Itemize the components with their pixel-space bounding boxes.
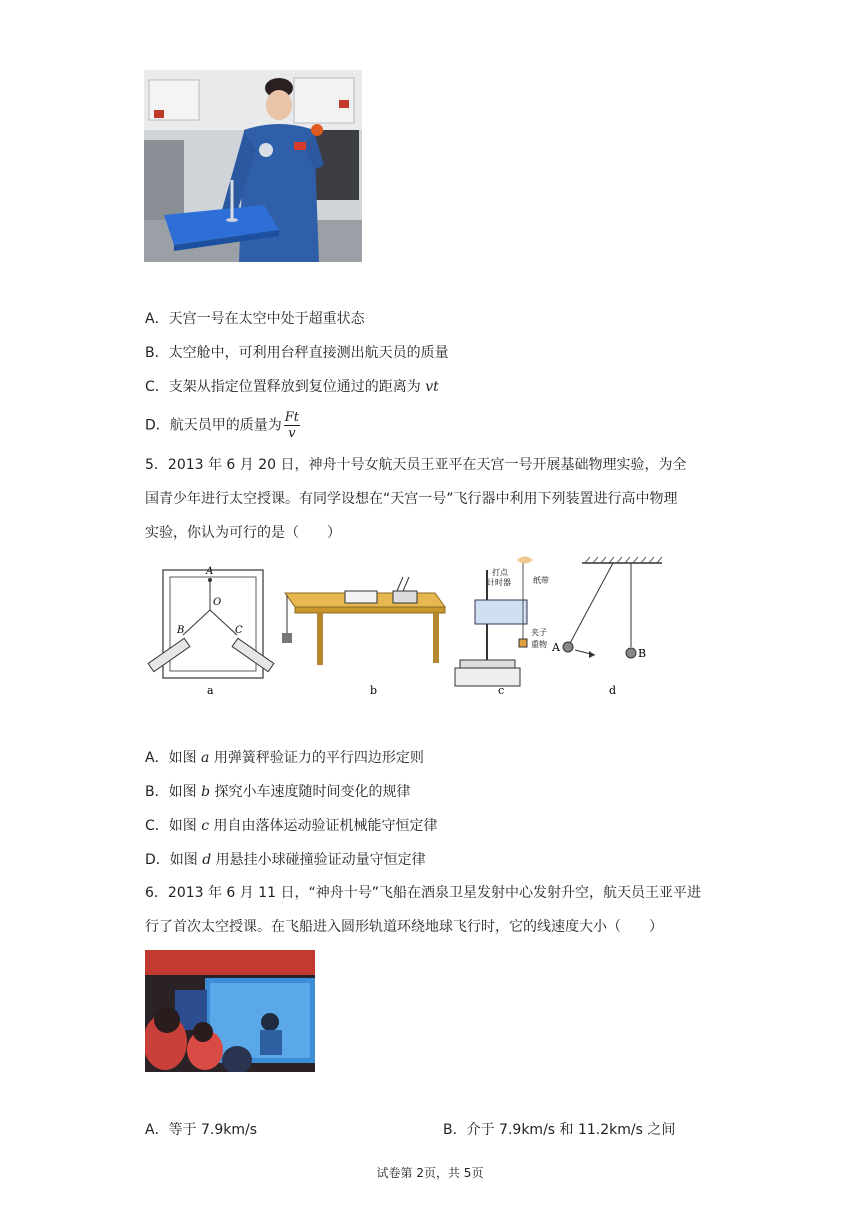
q4-option-b <box>145 343 449 363</box>
label-d-A: A <box>552 641 560 654</box>
caption-b: b <box>370 684 378 697</box>
q6-stem <box>145 876 725 944</box>
fraction-denominator: v <box>288 426 296 441</box>
option-text: 用悬挂小球碰撞验证动量守恒定律 <box>211 852 426 868</box>
astronaut-photo <box>144 70 362 262</box>
option-text: 支架从指定位置释放到复位通过的距离为 <box>168 379 426 395</box>
label-c-dadian: 打点 <box>492 568 508 577</box>
label-c-jishiqi: 计时器 <box>487 578 511 587</box>
classroom-photo <box>145 950 315 1072</box>
figure-a-parallelogram-apparatus <box>148 566 274 697</box>
q6-option-b <box>443 1120 675 1140</box>
q6-option-a <box>145 1120 257 1140</box>
option-label: B． <box>145 345 169 361</box>
q5-stem-line: 国青少年进行太空授课。有同学设想在“天宫一号”飞行器中利用下列装置进行高中物理 <box>145 491 678 507</box>
label-c-zhongwu: 重物 <box>531 640 547 649</box>
option-text: 介于 7.9km/s 和 11.2km/s 之间 <box>466 1122 676 1138</box>
option-text: 用自由落体运动验证机械能守恒定律 <box>209 818 438 834</box>
q5-option-d <box>145 850 426 870</box>
figure-d-pendulum-collision <box>551 557 662 697</box>
option-text: 如图 <box>169 852 203 868</box>
mass-fraction <box>284 410 300 441</box>
figure-ref: c <box>201 818 210 834</box>
option-label: A． <box>145 1122 169 1138</box>
caption-c: c <box>498 684 505 697</box>
astronaut-photo-graphic <box>144 70 362 262</box>
option-label: D． <box>145 852 170 868</box>
figure-ref: b <box>201 784 211 800</box>
q5-option-c <box>145 816 438 836</box>
option-text: 天宫一号在太空中处于超重状态 <box>168 311 365 327</box>
option-label: B． <box>443 1122 467 1138</box>
q4-option-a <box>145 309 365 329</box>
option-text: 如图 <box>168 750 202 766</box>
q5-stem <box>145 448 725 550</box>
option-text: 如图 <box>168 818 202 834</box>
q6-stem-line: 行了首次太空授课。在飞船进入圆形轨道环绕地球飞行时，它的线速度大小（ ） <box>145 919 663 935</box>
q5-option-b <box>145 782 410 802</box>
option-variable: vt <box>425 379 439 395</box>
q4-option-d <box>145 410 300 441</box>
option-label: B． <box>145 784 169 800</box>
figure-ref: a <box>201 750 210 766</box>
label-c-zhidai: 纸带 <box>533 576 549 585</box>
classroom-photo-graphic <box>145 950 315 1072</box>
caption-d: d <box>609 684 617 697</box>
q5-figure <box>145 555 675 700</box>
option-text: 航天员甲的质量为 <box>169 417 282 434</box>
page-footer: 试卷第 2页，共 5页 <box>376 1166 484 1180</box>
q5-stem-line: 5．2013 年 6 月 20 日，神舟十号女航天员王亚平在天宫一号开展基础物理实验，为全 <box>145 457 687 473</box>
option-text: 探究小车速度随时间变化的规律 <box>210 784 411 800</box>
option-label: A． <box>145 750 169 766</box>
label-c-jiazi: 夹子 <box>531 628 547 637</box>
q4-option-c <box>145 377 439 397</box>
label-a-B: B <box>177 625 185 636</box>
q5-figure-graphic <box>145 555 675 700</box>
fraction-numerator: Ft <box>284 410 300 425</box>
option-label: A． <box>145 311 169 327</box>
label-a-O: O <box>213 597 222 608</box>
option-label: C． <box>145 379 169 395</box>
label-a-A: A <box>206 566 214 577</box>
option-label: D． <box>145 417 170 434</box>
q5-stem-line: 实验，你认为可行的是（ ） <box>145 525 341 541</box>
label-a-C: C <box>235 625 243 636</box>
option-text: 如图 <box>168 784 202 800</box>
figure-c-free-fall-apparatus <box>455 557 549 698</box>
figure-b-cart-track <box>282 577 445 697</box>
option-text: 用弹簧秤验证力的平行四边形定则 <box>209 750 424 766</box>
option-label: C． <box>145 818 169 834</box>
option-text: 等于 7.9km/s <box>168 1122 258 1138</box>
q6-stem-line: 6．2013 年 6 月 11 日，“神舟十号”飞船在酒泉卫星发射中心发射升空，航天员王亚平进 <box>145 885 702 901</box>
caption-a: a <box>207 684 214 697</box>
label-d-B: B <box>638 647 647 660</box>
figure-ref: d <box>202 852 212 868</box>
option-text: 太空舱中，可利用台秤直接测出航天员的质量 <box>168 345 449 361</box>
q5-option-a <box>145 748 424 768</box>
